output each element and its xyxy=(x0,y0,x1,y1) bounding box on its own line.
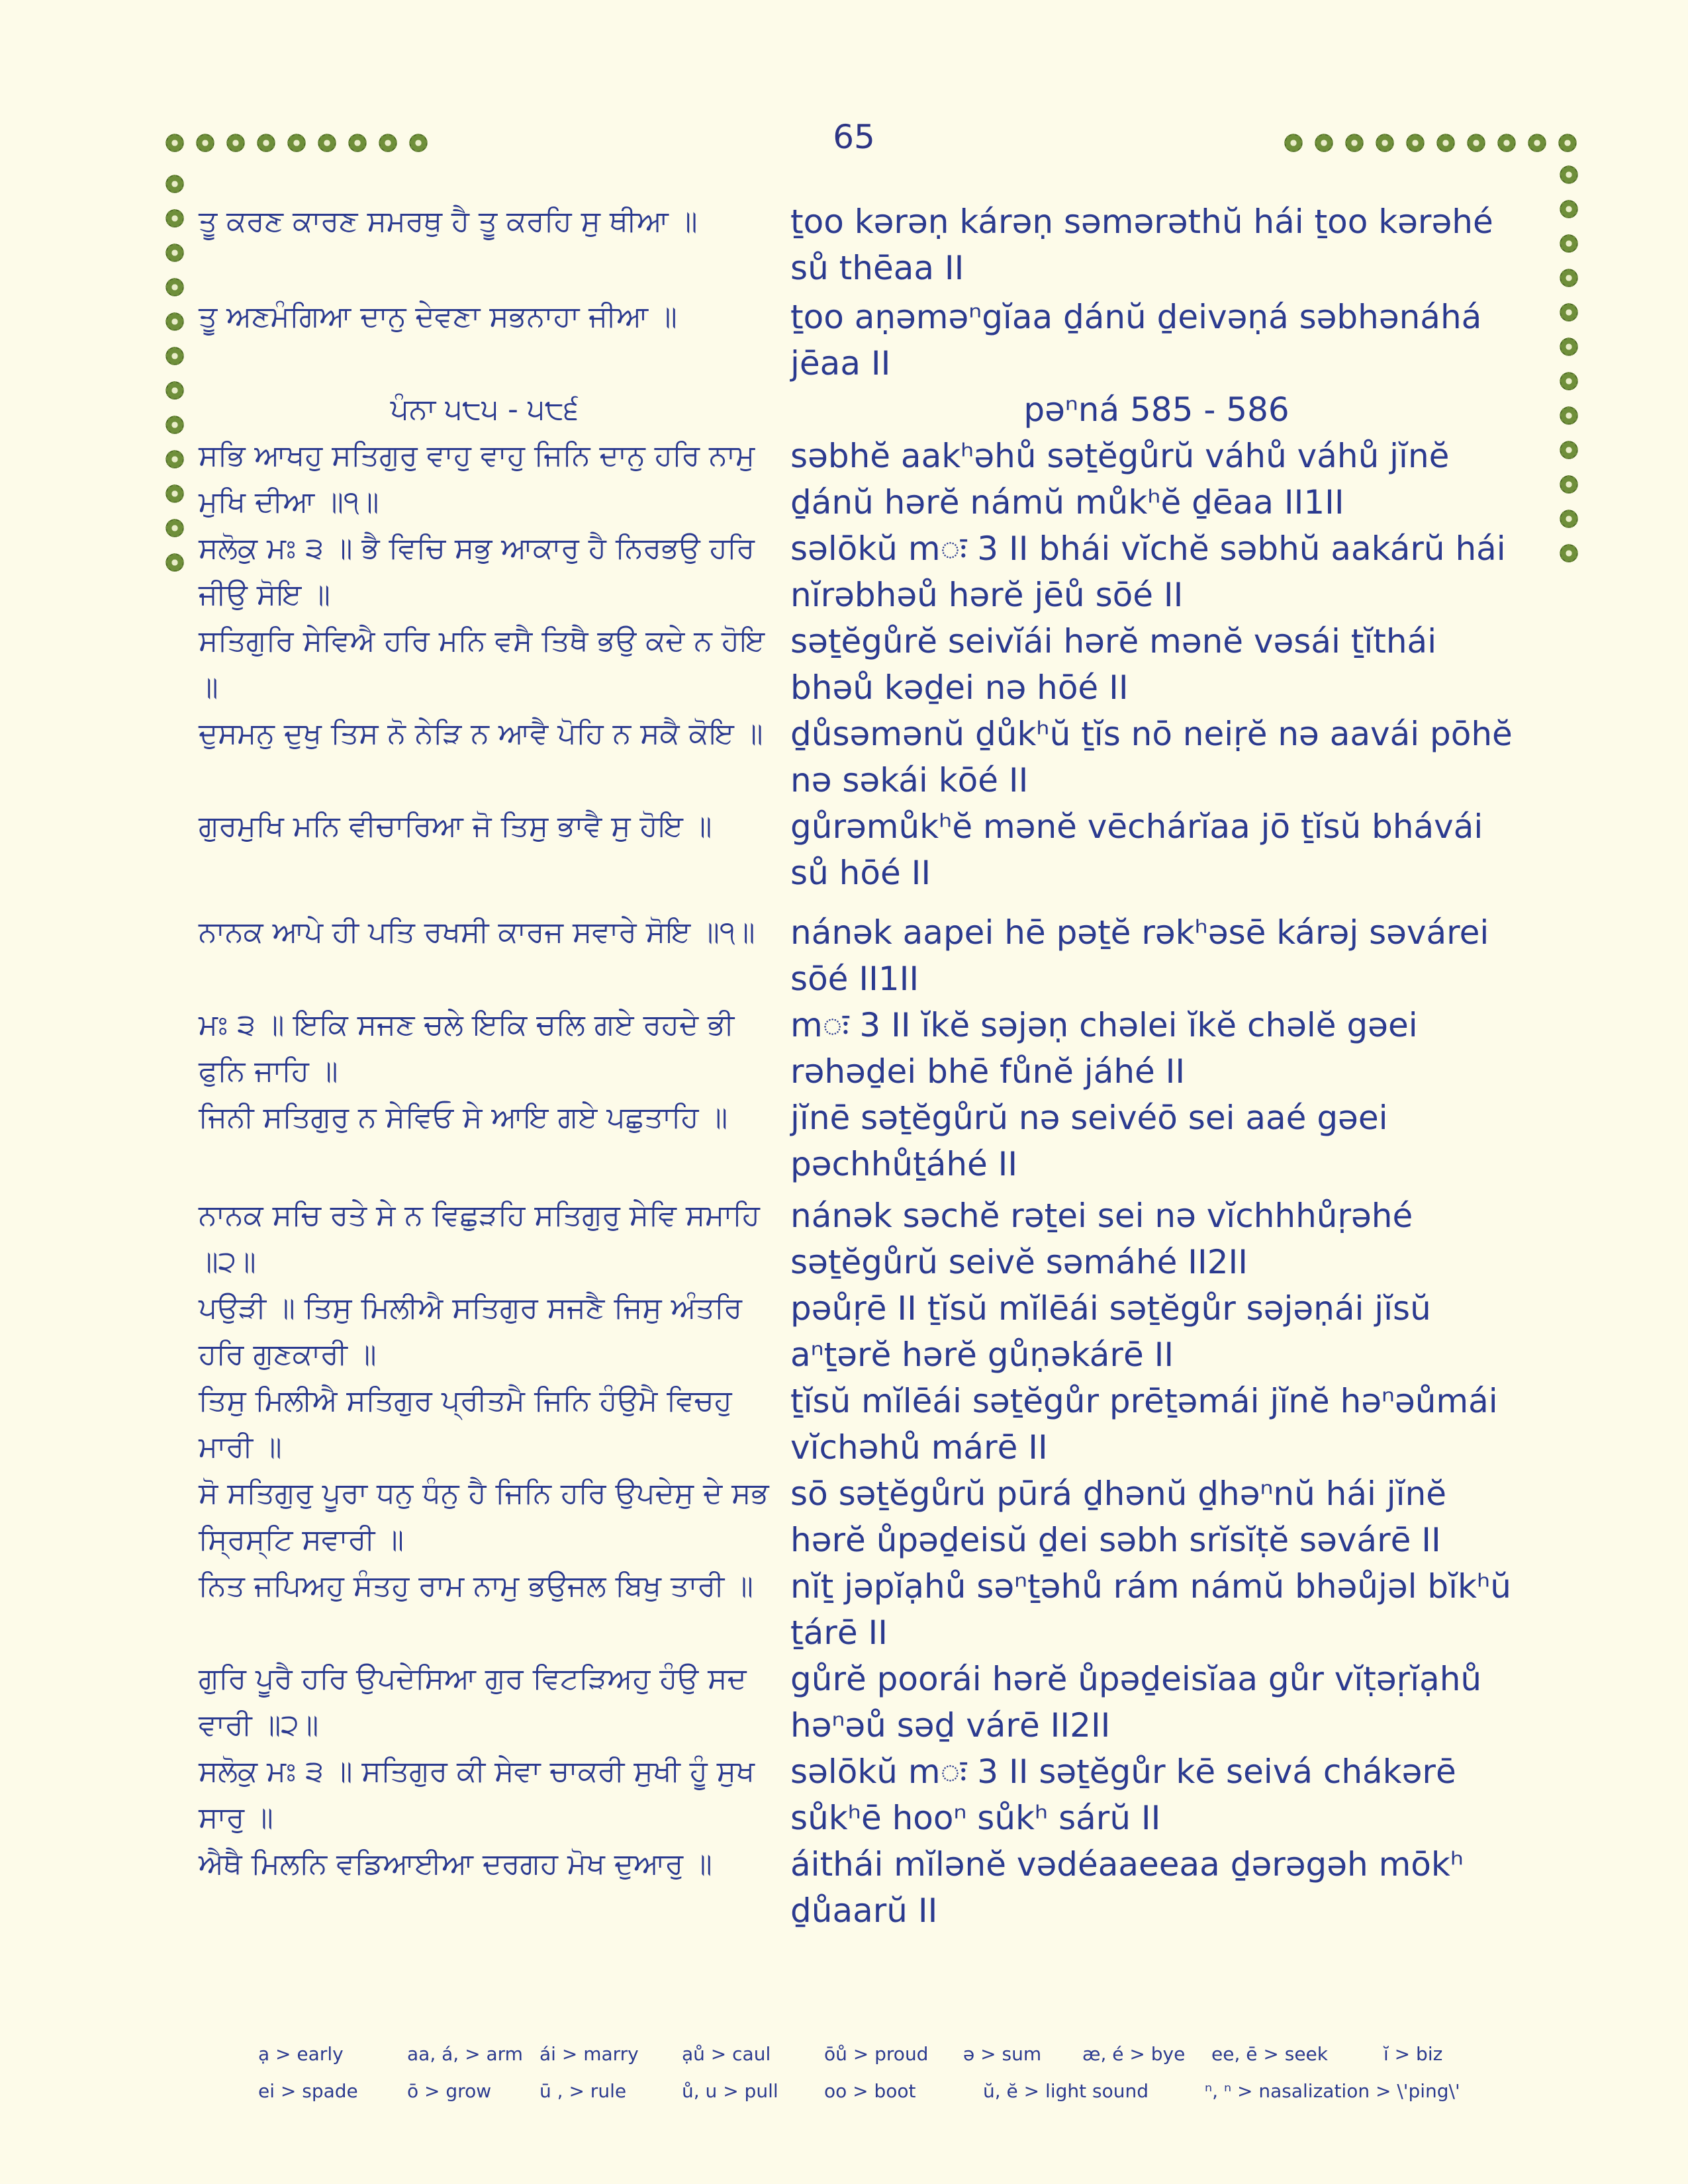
flower-ornament-icon xyxy=(1558,474,1579,495)
transliteration-line: səbhĕ aakʰəhů səṯĕgůrŭ váhů váhů jĭnĕ ḏánŭ hərĕ námŭ můkʰĕ ḏēaa II1II xyxy=(790,437,1450,522)
page-number: 65 xyxy=(833,118,875,156)
gurmukhi-line: ਐਥੈ ਮਿਲਨਿ ਵਡਿਆਈਆ ਦਰਗਹ ਮੋਖ ਦੁਆਰੁ ॥ xyxy=(199,1847,712,1881)
flower-ornament-icon xyxy=(1558,302,1579,323)
flower-ornament-icon xyxy=(225,132,246,154)
flower-ornament-icon xyxy=(195,132,216,154)
flower-ornament-icon xyxy=(164,483,185,504)
transliteration-line: ṯĭsŭ mĭlēái səṯĕgůr prēṯəmái jĭnĕ həⁿəůmái vĭchəhů márē II xyxy=(790,1382,1498,1467)
flower-ornament-icon xyxy=(1313,132,1335,154)
legend-row xyxy=(258,2072,1516,2109)
verse-row xyxy=(199,1471,1523,1563)
flower-ornament-icon xyxy=(347,132,368,154)
ornament-top-right xyxy=(1283,132,1578,154)
legend-item: ạů > caul xyxy=(682,2042,771,2065)
flower-ornament-icon xyxy=(1374,132,1395,154)
legend-item: ái > marry xyxy=(539,2042,639,2065)
flower-ornament-icon xyxy=(1558,199,1579,220)
flower-ornament-icon xyxy=(1557,132,1578,154)
legend-item: oo > boot xyxy=(824,2079,916,2102)
legend-item: æ, é > bye xyxy=(1082,2042,1186,2065)
gurmukhi-line: ਸਤਿਗੁਰਿ ਸੇਵਿਐ ਹਰਿ ਮਨਿ ਵਸੈ ਤਿਥੈ ਭਉ ਕਦੇ ਨ ਹੋਇ ॥ xyxy=(199,624,765,704)
gurmukhi-line: ਗੁਰਿ ਪੂਰੈ ਹਰਿ ਉਪਦੇਸਿਆ ਗੁਰ ਵਿਟੜਿਅਹੁ ਹੰਉ ਸਦ ਵਾਰੀ ॥੨॥ xyxy=(199,1662,747,1742)
transliteration-line: ṯoo kərəṇ kárəṇ səmərəthŭ hái ṯoo kərəhé sů thēaa II xyxy=(790,203,1493,287)
flower-ornament-icon xyxy=(164,208,185,229)
transliteration-line: áithái mĭlənĕ vədéaaeeaa ḏərəgəh mōkʰ ḏůaarŭ II xyxy=(790,1845,1464,1930)
transliteration-line: nĭṯ jəpĭạhů səⁿṯəhů rám námŭ bhəůjəl bĭkʰŭ ṯárē II xyxy=(790,1567,1511,1652)
ornament-left-column xyxy=(164,173,185,573)
flower-ornament-icon xyxy=(1466,132,1487,154)
gurmukhi-line: ਤੂ ਅਣਮੰਗਿਆ ਦਾਨੁ ਦੇਵਣਾ ਸਭਨਾਹਾ ਜੀਆ ॥ xyxy=(199,300,677,334)
legend-item: ů, u > pull xyxy=(682,2079,778,2102)
flower-ornament-icon xyxy=(1283,132,1304,154)
flower-ornament-icon xyxy=(164,277,185,298)
flower-ornament-icon xyxy=(164,518,185,539)
ornament-top-left xyxy=(164,132,429,154)
gurmukhi-line: ਸਭਿ ਆਖਹੁ ਸਤਿਗੁਰੁ ਵਾਹੁ ਵਾਹੁ ਜਿਨਿ ਦਾਨੁ ਹਰਿ ਨਾਮੁ ਮੁਖਿ ਦੀਆ ॥੧॥ xyxy=(199,439,755,519)
flower-ornament-icon xyxy=(1558,233,1579,254)
legend-item: ū , > rule xyxy=(539,2079,627,2102)
flower-ornament-icon xyxy=(1344,132,1365,154)
transliteration-line: ṯoo aṇəməⁿgĭaa ḏánŭ ḏeivəṇá səbhənáhá jēaa II xyxy=(790,298,1482,383)
verse-row xyxy=(199,1193,1523,1285)
verse-row xyxy=(199,1749,1523,1841)
transliteration-line: ḏůsəmənŭ ḏůkʰŭ ṯĭs nō neiṛĕ nə aavái pōhĕ nə səkái kōé II xyxy=(790,715,1513,799)
verse-row xyxy=(199,711,1523,803)
verse-row xyxy=(199,294,1523,387)
legend-item: ō > grow xyxy=(407,2079,492,2102)
transliteration-line: gůrĕ poorái hərĕ ůpəḏeisĭaa gůr vĭṭəṛĭạhů həⁿəů səḏ várē II2II xyxy=(790,1660,1482,1745)
legend-item: ə > sum xyxy=(963,2042,1042,2065)
flower-ornament-icon xyxy=(1496,132,1517,154)
verse-row xyxy=(199,1285,1523,1378)
page-range-heading-row xyxy=(199,387,1523,433)
transliteration-line: sō səṯĕgůrŭ pūrá ḏhənŭ ḏhəⁿnŭ hái jĭnĕ hərĕ ůpəḏeisŭ ḏei səbh srĭsĭṭĕ səvárē II xyxy=(790,1475,1447,1559)
verse-row xyxy=(199,909,1523,1002)
verse-row xyxy=(199,1563,1523,1656)
flower-ornament-icon xyxy=(1526,132,1548,154)
legend-item: ạ > early xyxy=(258,2042,344,2065)
flower-ornament-icon xyxy=(164,345,185,367)
gurmukhi-line: ਸਲੋਕੁ ਮਃ ੩ ॥ ਭੈ ਵਿਚਿ ਸਭੁ ਆਕਾਰੁ ਹੈ ਨਿਰਭਉ ਹਰਿ ਜੀਉ ਸੋਇ ॥ xyxy=(199,531,755,612)
transliteration-line: mः 3 II ĭkĕ səjəṇ chəlei ĭkĕ chəlĕ gəei rəhəḏei bhē fůnĕ jáhé II xyxy=(790,1006,1418,1091)
flower-ornament-icon xyxy=(164,449,185,470)
gurmukhi-line: ਨਾਨਕ ਸਚਿ ਰਤੇ ਸੇ ਨ ਵਿਛੁੜਹਿ ਸਤਿਗੁਰੁ ਸੇਵਿ ਸਮਾਹਿ ॥੨॥ xyxy=(199,1199,760,1279)
verse-row xyxy=(199,433,1523,525)
page-range-gurmukhi: ਪੰਨਾ ੫੮੫ - ੫੮੬ xyxy=(390,392,579,426)
legend-item: ei > spade xyxy=(258,2079,358,2102)
verse-row xyxy=(199,803,1523,896)
verse-row xyxy=(199,618,1523,711)
verse-row xyxy=(199,1095,1523,1187)
flower-ornament-icon xyxy=(1558,405,1579,426)
flower-ornament-icon xyxy=(1405,132,1426,154)
flower-ornament-icon xyxy=(164,414,185,435)
verse-row xyxy=(199,1656,1523,1749)
gurmukhi-line: ਸੋ ਸਤਿਗੁਰੁ ਪੂਰਾ ਧਨੁ ਧੰਨੁ ਹੈ ਜਿਨਿ ਹਰਿ ਉਪਦੇਸੁ ਦੇ ਸਭ ਸ੍ਰਿਸ੍ਟਿ ਸਵਾਰੀ ॥ xyxy=(199,1477,769,1557)
transliteration-line: nánək aapei hē pəṯĕ rəkʰəsē kárəj səvárei sōé II1II xyxy=(790,913,1489,998)
flower-ornament-icon xyxy=(1558,439,1579,461)
pronunciation-legend xyxy=(258,2035,1516,2109)
flower-ornament-icon xyxy=(256,132,277,154)
gurmukhi-line: ਦੁਸਮਨੁ ਦੁਖੁ ਤਿਸ ਨੋ ਨੇੜਿ ਨ ਆਵੈ ਪੋਹਿ ਨ ਸਕੈ ਕੋਇ ॥ xyxy=(199,717,763,751)
flower-ornament-icon xyxy=(1558,164,1579,185)
gurmukhi-line: ਤੂ ਕਰਣ ਕਾਰਣ ਸਮਰਥੁ ਹੈ ਤੂ ਕਰਹਿ ਸੁ ਥੀਆ ॥ xyxy=(199,205,698,238)
legend-row xyxy=(258,2035,1516,2072)
legend-item: ĭ > biz xyxy=(1383,2042,1443,2065)
ornament-right-column xyxy=(1558,164,1579,564)
verse-row xyxy=(199,1002,1523,1095)
flower-ornament-icon xyxy=(164,552,185,573)
flower-ornament-icon xyxy=(286,132,307,154)
gurmukhi-line: ਗੁਰਮੁਖਿ ਮਨਿ ਵੀਚਾਰਿਆ ਜੋ ਤਿਸੁ ਭਾਵੈ ਸੁ ਹੋਇ ॥ xyxy=(199,809,712,843)
flower-ornament-icon xyxy=(1435,132,1456,154)
flower-ornament-icon xyxy=(316,132,338,154)
transliteration-line: nánək səchĕ rəṯei sei nə vĭchhhůṛəhé səṯĕgůrŭ seivĕ səmáhé II2II xyxy=(790,1197,1413,1281)
verse-row xyxy=(199,1841,1523,1934)
verse-content xyxy=(199,199,1523,1934)
flower-ornament-icon xyxy=(1558,508,1579,529)
page-range-transliteration: pəⁿná 585 - 586 xyxy=(1023,390,1289,429)
flower-ornament-icon xyxy=(1558,336,1579,357)
transliteration-line: gůrəmůkʰĕ mənĕ vēchárĭaa jō ṯĭsŭ bhávái sů hōé II xyxy=(790,807,1483,892)
gurmukhi-line: ਤਿਸੁ ਮਿਲੀਐ ਸਤਿਗੁਰ ਪ੍ਰੀਤਮੈ ਜਿਨਿ ਹੰਉਮੈ ਵਿਚਹੁ ਮਾਰੀ ॥ xyxy=(199,1384,732,1464)
gurmukhi-line: ਜਿਨੀ ਸਤਿਗੁਰੁ ਨ ਸੇਵਿਓ ਸੇ ਆਇ ਗਏ ਪਛੁਤਾਹਿ ॥ xyxy=(199,1101,728,1134)
flower-ornament-icon xyxy=(1558,543,1579,564)
verse-row xyxy=(199,525,1523,618)
flower-ornament-icon xyxy=(164,242,185,263)
transliteration-line: səṯĕgůrĕ seivĭái hərĕ mənĕ vəsái ṯĭthái bhəů kəḏei nə hōé II xyxy=(790,622,1437,707)
transliteration-line: səlōkŭ mः 3 II bhái vĭchĕ səbhŭ aakárŭ hái nĭrəbhəů hərĕ jēů sōé II xyxy=(790,529,1506,614)
flower-ornament-icon xyxy=(164,380,185,401)
legend-item: ōů > proud xyxy=(824,2042,929,2065)
transliteration-line: jĭnē səṯĕgůrŭ nə seivéō sei aaé gəei pəchhůṯáhé II xyxy=(790,1099,1388,1183)
flower-ornament-icon xyxy=(408,132,429,154)
gurmukhi-line: ਨਾਨਕ ਆਪੇ ਹੀ ਪਤਿ ਰਖਸੀ ਕਾਰਜ ਸਵਾਰੇ ਸੋਇ ॥੧॥ xyxy=(199,915,755,949)
flower-ornament-icon xyxy=(377,132,399,154)
flower-ornament-icon xyxy=(164,311,185,332)
gurmukhi-line: ਨਿਤ ਜਪਿਅਹੁ ਸੰਤਹੁ ਰਾਮ ਨਾਮੁ ਭਉਜਲ ਬਿਖੁ ਤਾਰੀ ॥ xyxy=(199,1569,753,1603)
flower-ornament-icon xyxy=(1558,371,1579,392)
legend-item: aa, á, > arm xyxy=(407,2042,523,2065)
legend-item: ee, ē > seek xyxy=(1211,2042,1328,2065)
flower-ornament-icon xyxy=(1558,267,1579,289)
gurmukhi-line: ਸਲੋਕੁ ਮਃ ੩ ॥ ਸਤਿਗੁਰ ਕੀ ਸੇਵਾ ਚਾਕਰੀ ਸੁਖੀ ਹੂੰ ਸੁਖ ਸਾਰੁ ॥ xyxy=(199,1754,755,1835)
flower-ornament-icon xyxy=(164,173,185,195)
flower-ornament-icon xyxy=(164,132,185,154)
transliteration-line: səlōkŭ mः 3 II səṯĕgůr kē seivá chákərē sůkʰē hooⁿ sůkʰ sárŭ II xyxy=(790,1752,1456,1837)
gurmukhi-line: ਮਃ ੩ ॥ ਇਕਿ ਸਜਣ ਚਲੇ ਇਕਿ ਚਲਿ ਗਏ ਰਹਦੇ ਭੀ ਫੁਨਿ ਜਾਹਿ ॥ xyxy=(199,1008,735,1088)
transliteration-line: pəůṛē II ṯĭsŭ mĭlēái səṯĕgůr səjəṇái jĭsŭ aⁿṯərĕ hərĕ gůṇəkárē II xyxy=(790,1289,1431,1374)
verse-row xyxy=(199,1378,1523,1471)
legend-item: ŭ, ĕ > light sound xyxy=(983,2079,1149,2102)
verse-row xyxy=(199,199,1523,291)
legend-item: ⁿ, ⁿ > nasalization > \'ping\' xyxy=(1205,2079,1460,2102)
gurmukhi-line: ਪਉੜੀ ॥ ਤਿਸੁ ਮਿਲੀਐ ਸਤਿਗੁਰ ਸਜਣੈ ਜਿਸੁ ਅੰਤਰਿ ਹਰਿ ਗੁਣਕਾਰੀ ॥ xyxy=(199,1291,743,1371)
